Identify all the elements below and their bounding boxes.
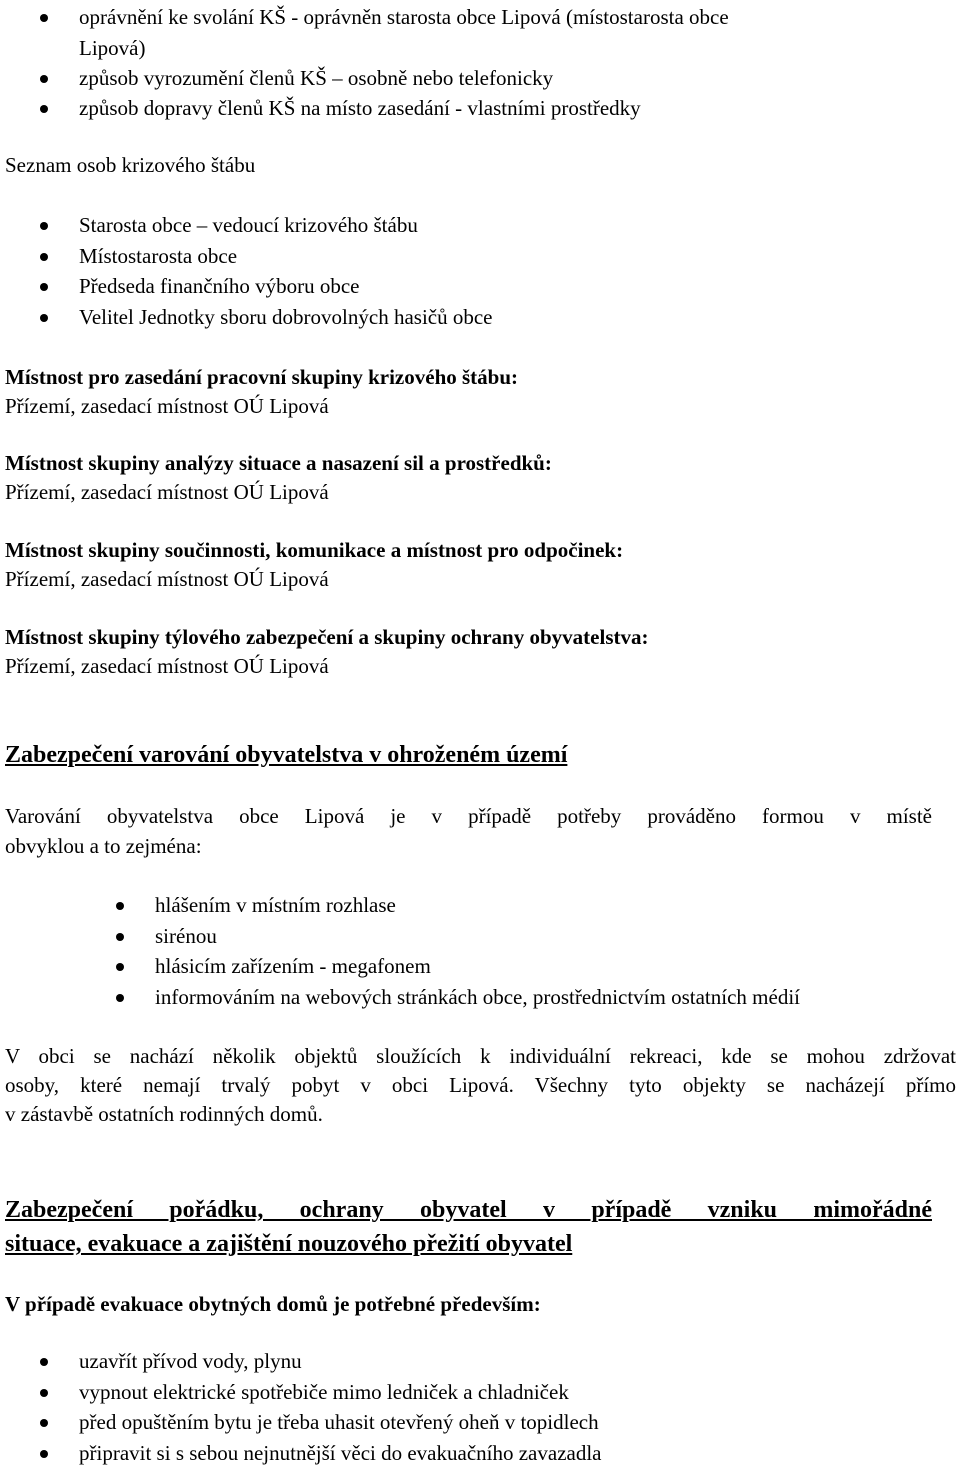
room-value: Přízemí, zasedací místnost OÚ Lipová bbox=[5, 651, 329, 681]
warning-intro-line: Varování obyvatelstva obce Lipová je v případě potřeby prováděno formou v místě bbox=[5, 801, 932, 831]
evacuation-subheading: V případě evakuace obytných domů je potřebné především: bbox=[5, 1289, 541, 1319]
room-title: Místnost pro zasedání pracovní skupiny krizového štábu: bbox=[5, 362, 518, 392]
list-item: Starosta obce – vedoucí krizového štábu bbox=[79, 210, 493, 241]
staff-heading: Seznam osob krizového štábu bbox=[5, 150, 255, 180]
room-title: Místnost skupiny součinnosti, komunikace a místnost pro odpočinek: bbox=[5, 535, 623, 565]
recreation-paragraph-line: V obci se nachází několik objektů sloužících k individuální rekreaci, kde se mohou zdržovat bbox=[5, 1041, 956, 1071]
list-item: uzavřít přívod vody, plynu bbox=[79, 1346, 602, 1377]
warning-methods-list bbox=[155, 890, 800, 1012]
room-title: Místnost skupiny týlového zabezpečení a skupiny ochrany obyvatelstva: bbox=[5, 622, 648, 652]
list-item: informováním na webových stránkách obce, prostřednictvím ostatních médií bbox=[155, 982, 800, 1013]
list-item: Velitel Jednotky sboru dobrovolných hasičů obce bbox=[79, 302, 493, 333]
room-value: Přízemí, zasedací místnost OÚ Lipová bbox=[5, 391, 329, 421]
list-item: vypnout elektrické spotřebiče mimo ledniček a chladniček bbox=[79, 1377, 602, 1408]
list-item-continuation: Lipová) bbox=[79, 33, 939, 63]
list-item: způsob dopravy členů KŠ na místo zasedání - vlastními prostředky bbox=[79, 93, 939, 124]
evacuation-steps-list bbox=[79, 1346, 602, 1468]
list-item: hlášením v místním rozhlase bbox=[155, 890, 800, 921]
crisis-staff-notes-list bbox=[79, 2, 939, 124]
list-item: připravit si s sebou nejnutnější věci do evakuačního zavazadla bbox=[79, 1438, 602, 1468]
list-item: Místostarosta obce bbox=[79, 241, 493, 272]
room-title: Místnost skupiny analýzy situace a nasazení sil a prostředků: bbox=[5, 448, 552, 478]
recreation-paragraph-line: osoby, které nemají trvalý pobyt v obci Lipová. Všechny tyto objekty se nacházejí přímo bbox=[5, 1070, 956, 1100]
order-section-title-line: situace, evakuace a zajištění nouzového přežití obyvatel bbox=[5, 1227, 572, 1261]
list-item: sirénou bbox=[155, 921, 800, 952]
warning-section-title: Zabezpečení varování obyvatelstva v ohroženém území bbox=[5, 738, 567, 772]
order-section-title-line: Zabezpečení pořádku, ochrany obyvatel v případě vzniku mimořádné bbox=[5, 1193, 932, 1227]
list-item: Předseda finančního výboru obce bbox=[79, 271, 493, 302]
room-value: Přízemí, zasedací místnost OÚ Lipová bbox=[5, 477, 329, 507]
staff-list bbox=[79, 210, 493, 332]
recreation-paragraph-line: v zástavbě ostatních rodinných domů. bbox=[5, 1099, 323, 1129]
warning-intro-line: obvyklou a to zejména: bbox=[5, 831, 202, 861]
list-item: způsob vyrozumění členů KŠ – osobně nebo telefonicky bbox=[79, 63, 939, 94]
list-item: hlásicím zařízením - megafonem bbox=[155, 951, 800, 982]
list-item: před opuštěním bytu je třeba uhasit otevřený oheň v topidlech bbox=[79, 1407, 602, 1438]
list-item: oprávnění ke svolání KŠ - oprávněn starosta obce Lipová (místostarosta obce bbox=[79, 2, 939, 33]
room-value: Přízemí, zasedací místnost OÚ Lipová bbox=[5, 564, 329, 594]
